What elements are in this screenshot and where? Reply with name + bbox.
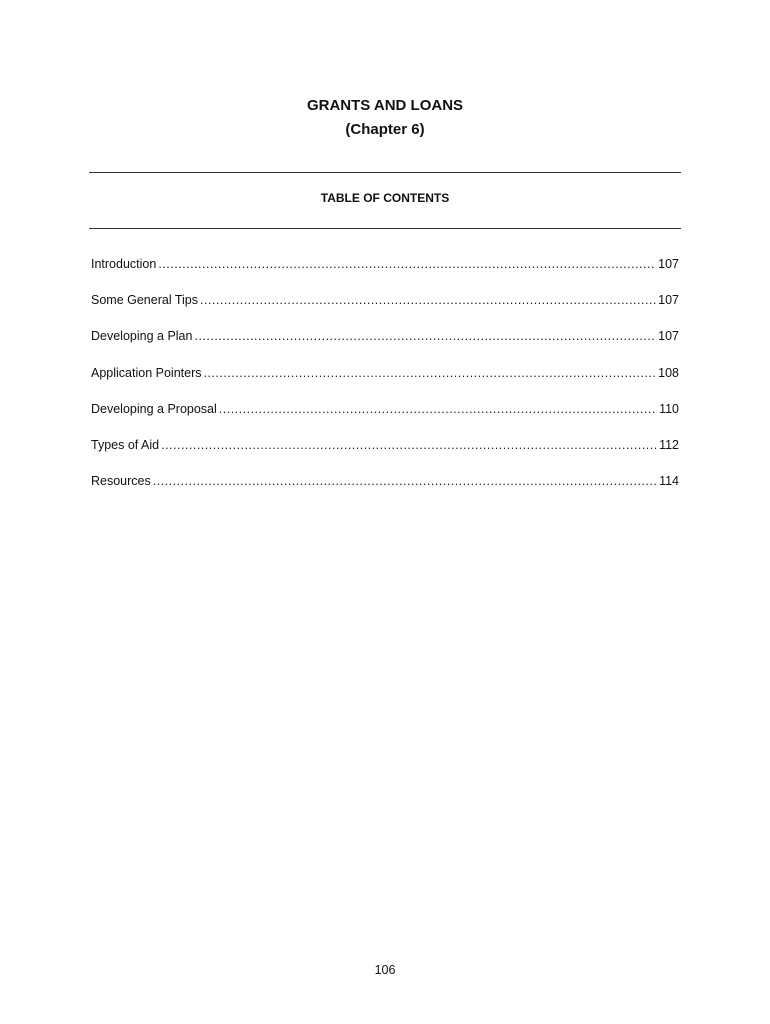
toc-entry-label: Application Pointers xyxy=(91,365,202,380)
dot-leader xyxy=(219,401,657,417)
toc-entry-page: 114 xyxy=(659,474,679,489)
toc-entry-page: 110 xyxy=(659,401,679,416)
toc-entry-label: Introduction xyxy=(91,257,157,271)
dot-leader xyxy=(158,256,656,272)
toc-list xyxy=(91,256,679,509)
toc-entry-page: 107 xyxy=(658,257,679,271)
top-divider xyxy=(89,172,681,173)
toc-entry-label: Some General Tips xyxy=(91,293,198,308)
toc-entry-types-of-aid[interactable] xyxy=(91,437,679,473)
toc-entry-developing-a-proposal[interactable] xyxy=(91,401,679,437)
toc-entry-label: Resources xyxy=(91,474,151,489)
toc-entry-page: 108 xyxy=(658,365,679,380)
toc-entry-some-general-tips[interactable] xyxy=(91,292,679,328)
toc-entry-page: 112 xyxy=(659,437,679,452)
page-number: 106 xyxy=(374,963,396,977)
toc-entry-label: Developing a Plan xyxy=(91,329,193,344)
dot-leader xyxy=(203,365,656,381)
toc-entry-application-pointers[interactable] xyxy=(91,365,679,401)
toc-entry-label: Developing a Proposal xyxy=(91,401,217,416)
dot-leader xyxy=(200,292,656,308)
chapter-title: GRANTS AND LOANS xyxy=(306,97,464,114)
dot-leader xyxy=(153,473,657,489)
toc-entry-introduction[interactable] xyxy=(91,256,679,292)
toc-entry-label: Types of Aid xyxy=(91,437,160,452)
dot-leader xyxy=(161,437,657,453)
toc-heading: TABLE OF CONTENTS xyxy=(320,191,450,205)
bottom-divider xyxy=(89,228,681,229)
toc-entry-resources[interactable] xyxy=(91,473,679,509)
dot-leader xyxy=(194,328,656,344)
toc-entry-page: 107 xyxy=(658,293,679,308)
toc-entry-page: 107 xyxy=(658,329,679,344)
toc-entry-developing-a-plan[interactable] xyxy=(91,328,679,364)
chapter-subtitle: (Chapter 6) xyxy=(345,121,425,138)
